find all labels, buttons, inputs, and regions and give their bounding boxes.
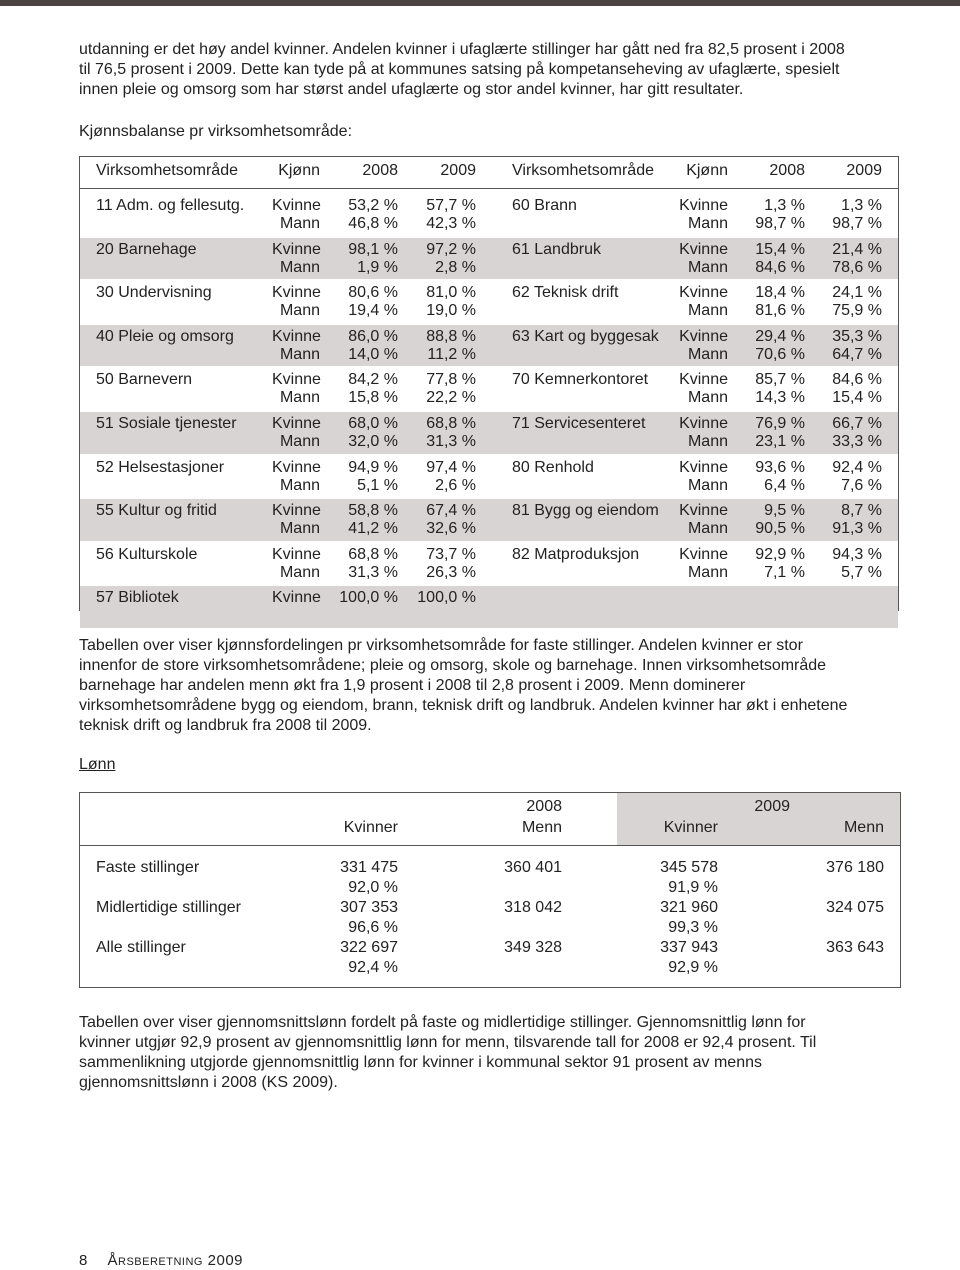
value-2008-cell: 76,9 % <box>755 415 805 432</box>
value-2008-cell: 98,7 % <box>755 215 805 232</box>
gender-cell: Kvinne <box>679 545 728 563</box>
lonn-table <box>79 792 901 988</box>
value-2009-cell: 24,1 % <box>832 284 882 302</box>
gender-cell: Kvinne <box>272 240 321 258</box>
value-2008-cell: 23,1 % <box>755 433 805 450</box>
header-cell: Kjønn <box>686 162 728 179</box>
gender-cell: Kvinne <box>679 458 728 476</box>
value-2009-cell: 11,2 % <box>427 345 476 363</box>
gender-cell: Kvinne <box>272 327 321 345</box>
gender-cell: Kvinne <box>679 197 728 214</box>
value-2009-cell: 97,4 % <box>426 458 476 476</box>
gender-cell: Mann <box>687 215 728 232</box>
header-cell: 2009 <box>846 162 882 179</box>
value-2009-cell: 8,7 % <box>841 502 882 520</box>
value-cell: 92,4 % <box>348 959 398 976</box>
gender-cell: Mann <box>687 520 728 538</box>
value-cell: 322 697 <box>340 939 398 956</box>
value-2008-cell: 7,1 % <box>764 563 805 581</box>
text-line: virksomhetsområdene bygg og eiendom, brann, teknisk drift og landbruk. Andelen kvinner har økt i enhetene <box>79 697 848 714</box>
value-cell: 92,9 % <box>668 959 718 976</box>
value-2008-cell: 84,6 % <box>755 258 805 276</box>
value-cell: 321 960 <box>660 899 718 916</box>
value-2009-cell: 100,0 % <box>417 589 476 607</box>
value-2009-cell: 26,3 % <box>426 563 476 581</box>
value-cell: 92,0 % <box>348 879 398 896</box>
gender-cell: Kvinne <box>679 240 728 258</box>
row-label: Alle stillinger <box>96 939 186 956</box>
gender-cell: Kvinne <box>272 197 321 214</box>
value-2008-cell: 6,4 % <box>764 476 805 494</box>
gender-cell: Kvinne <box>272 284 321 302</box>
value-cell: 363 643 <box>826 939 884 956</box>
header-cell: 2008 <box>362 162 398 179</box>
value-2008-cell: 46,8 % <box>348 215 398 232</box>
value-2008-cell: 70,6 % <box>755 345 805 363</box>
value-cell: 331 475 <box>340 859 398 876</box>
value-2008-cell: 14,3 % <box>755 389 805 407</box>
value-cell: 360 401 <box>504 859 562 876</box>
area-name: 60 Brann <box>512 197 577 214</box>
value-cell: 337 943 <box>660 939 718 956</box>
value-2008-cell: 14,0 % <box>348 345 398 363</box>
value-cell: 345 578 <box>660 859 718 876</box>
value-2009-cell: 19,0 % <box>426 302 476 320</box>
col-header: Menn <box>843 819 884 836</box>
gender-cell: Kvinne <box>679 371 728 389</box>
year-header-2009: 2009 <box>754 798 790 815</box>
value-2009-cell: 22,2 % <box>426 389 476 407</box>
value-2008-cell: 93,6 % <box>755 458 805 476</box>
section-heading-lonn: Lønn <box>79 756 116 773</box>
area-name: 55 Kultur og fritid <box>96 502 217 520</box>
gender-cell: Mann <box>687 345 728 363</box>
area-name: 50 Barnevern <box>96 371 193 389</box>
value-2009-cell: 7,6 % <box>841 476 882 494</box>
gender-cell: Mann <box>687 476 728 494</box>
value-2008-cell: 81,6 % <box>755 302 805 320</box>
gender-cell: Kvinne <box>679 284 728 302</box>
text-line: gjennomsnittslønn i 2008 (KS 2009). <box>79 1074 338 1091</box>
area-name: 57 Bibliotek <box>96 589 179 607</box>
value-2009-cell: 32,6 % <box>426 520 476 538</box>
value-2009-cell: 21,4 % <box>832 240 882 258</box>
value-2008-cell: 58,8 % <box>348 502 398 520</box>
table-row-group <box>80 194 898 236</box>
value-2008-cell: 68,8 % <box>348 545 398 563</box>
value-cell: 324 075 <box>826 899 884 916</box>
table-row-group <box>80 281 898 323</box>
page-footer <box>79 1252 243 1269</box>
area-name: 51 Sosiale tjenester <box>96 415 237 432</box>
value-2008-cell: 100,0 % <box>339 589 398 607</box>
gender-cell: Mann <box>279 520 320 538</box>
area-name: 63 Kart og byggesak <box>512 327 659 345</box>
value-2009-cell: 31,3 % <box>426 433 476 450</box>
page-number: 8 <box>79 1252 88 1269</box>
value-2009-cell: 68,8 % <box>426 415 476 432</box>
table-header-row <box>80 157 898 189</box>
text-line: Tabellen over viser gjennomsnittslønn fordelt på faste og midlertidige stillinger. Gjennomsnittlig lønn for <box>79 1014 806 1031</box>
gender-cell: Mann <box>687 563 728 581</box>
text-line: innen pleie og omsorg som har størst andel ufaglærte og stor andel kvinner, har gitt resultater. <box>79 81 744 98</box>
value-2009-cell: 5,7 % <box>841 563 882 581</box>
value-2008-cell: 80,6 % <box>348 284 398 302</box>
gender-cell: Mann <box>687 258 728 276</box>
col-header: Kvinner <box>343 819 398 836</box>
value-cell: 307 353 <box>340 899 398 916</box>
value-2008-cell: 53,2 % <box>348 197 398 214</box>
gender-cell: Kvinne <box>272 458 321 476</box>
gender-cell: Mann <box>279 389 320 407</box>
value-2008-cell: 84,2 % <box>348 371 398 389</box>
header-cell: Virksomhetsområde <box>512 162 654 179</box>
row-label: Faste stillinger <box>96 859 200 876</box>
text-line: utdanning er det høy andel kvinner. Andelen kvinner i ufaglærte stillinger har gått ned fra 82,5 prosent i 2008 <box>79 41 845 58</box>
gender-cell: Mann <box>687 302 728 320</box>
document-title: Årsberetning 2009 <box>107 1252 244 1269</box>
value-2008-cell: 68,0 % <box>348 415 398 432</box>
header-divider <box>80 845 900 846</box>
gender-cell: Kvinne <box>272 545 321 563</box>
col-header: Menn <box>521 819 562 836</box>
text-line: barnehage har andelen menn økt fra 1,9 prosent i 2008 til 2,8 prosent i 2009. Menn dominerer <box>79 677 746 694</box>
text-line: kvinner utgjør 92,9 prosent av gjennomsnittlig lønn for menn, tilsvarende tall for 2008 er 92,4 prosent. Til <box>79 1034 817 1051</box>
area-name: 11 Adm. og fellesutg. <box>96 197 245 214</box>
area-name: 52 Helsestasjoner <box>96 458 225 476</box>
value-2008-cell: 94,9 % <box>348 458 398 476</box>
area-name: 81 Bygg og eiendom <box>512 502 659 520</box>
value-2009-cell: 64,7 % <box>832 345 882 363</box>
value-2009-cell: 92,4 % <box>832 458 882 476</box>
value-2008-cell: 5,1 % <box>357 476 398 494</box>
value-2008-cell: 86,0 % <box>348 327 398 345</box>
value-2009-cell: 84,6 % <box>832 371 882 389</box>
gender-cell: Kvinne <box>272 589 321 607</box>
header-cell: 2008 <box>769 162 805 179</box>
gender-cell: Kvinne <box>679 327 728 345</box>
gender-cell: Mann <box>279 433 320 450</box>
value-2009-cell: 73,7 % <box>426 545 476 563</box>
section-heading-kjonnsbalanse: Kjønnsbalanse pr virksomhetsområde: <box>79 123 353 140</box>
value-2008-cell: 19,4 % <box>348 302 398 320</box>
area-name: 70 Kemnerkontoret <box>512 371 649 389</box>
value-2008-cell: 1,9 % <box>357 258 398 276</box>
value-2009-cell: 2,8 % <box>435 258 476 276</box>
value-2009-cell: 57,7 % <box>426 197 476 214</box>
value-2009-cell: 2,6 % <box>435 476 476 494</box>
value-2009-cell: 66,7 % <box>832 415 882 432</box>
top-rule <box>0 0 960 6</box>
value-2009-cell: 35,3 % <box>832 327 882 345</box>
text-line: Tabellen over viser kjønnsfordelingen pr virksomhetsområde for faste stillinger. Andelen kvinner er stor <box>79 637 803 654</box>
value-2008-cell: 92,9 % <box>755 545 805 563</box>
intro-paragraph <box>79 40 909 100</box>
value-2008-cell: 31,3 % <box>348 563 398 581</box>
row-label: Midlertidige stillinger <box>96 899 241 916</box>
gender-cell: Mann <box>687 389 728 407</box>
value-2008-cell: 15,8 % <box>348 389 398 407</box>
value-cell: 376 180 <box>826 859 884 876</box>
gender-cell: Mann <box>687 433 728 450</box>
value-2009-cell: 33,3 % <box>832 433 882 450</box>
gender-cell: Kvinne <box>679 415 728 432</box>
col-header: Kvinner <box>663 819 718 836</box>
value-2008-cell: 41,2 % <box>348 520 398 538</box>
value-2009-cell: 81,0 % <box>426 284 476 302</box>
gender-cell: Mann <box>279 345 320 363</box>
value-2009-cell: 88,8 % <box>426 327 476 345</box>
table-row-group <box>80 586 898 628</box>
value-2008-cell: 1,3 % <box>764 197 805 214</box>
table-row-group <box>80 412 898 454</box>
table-row-group <box>80 499 898 541</box>
table-row-group <box>80 325 898 367</box>
value-2008-cell: 18,4 % <box>755 284 805 302</box>
value-2008-cell: 90,5 % <box>755 520 805 538</box>
value-2009-cell: 97,2 % <box>426 240 476 258</box>
value-cell: 96,6 % <box>348 919 398 936</box>
value-cell: 99,3 % <box>668 919 718 936</box>
table-row-group <box>80 368 898 410</box>
value-2008-cell: 85,7 % <box>755 371 805 389</box>
gender-cell: Mann <box>279 215 320 232</box>
value-2008-cell: 15,4 % <box>755 240 805 258</box>
area-name: 56 Kulturskole <box>96 545 198 563</box>
value-2009-cell: 78,6 % <box>832 258 882 276</box>
kjonn-paragraph <box>79 636 909 736</box>
gender-cell: Kvinne <box>272 502 321 520</box>
area-name: 82 Matproduksjon <box>512 545 640 563</box>
value-2009-cell: 67,4 % <box>426 502 476 520</box>
value-2008-cell: 29,4 % <box>755 327 805 345</box>
gender-cell: Mann <box>279 302 320 320</box>
area-name: 80 Renhold <box>512 458 594 476</box>
value-2009-cell: 75,9 % <box>832 302 882 320</box>
gender-cell: Kvinne <box>272 415 321 432</box>
header-cell: Kjønn <box>278 162 320 179</box>
value-2009-cell: 91,3 % <box>832 520 882 538</box>
value-2009-cell: 77,8 % <box>426 371 476 389</box>
area-name: 30 Undervisning <box>96 284 212 302</box>
header-cell: Virksomhetsområde <box>96 162 238 179</box>
value-2008-cell: 32,0 % <box>348 433 398 450</box>
value-2009-cell: 94,3 % <box>832 545 882 563</box>
year-header-2008: 2008 <box>526 798 562 815</box>
table-row-group <box>80 238 898 280</box>
area-name: 71 Servicesenteret <box>512 415 646 432</box>
value-2009-cell: 98,7 % <box>832 215 882 232</box>
gender-cell: Kvinne <box>679 502 728 520</box>
lonn-paragraph <box>79 1013 909 1093</box>
text-line: teknisk drift og landbruk fra 2008 til 2009. <box>79 717 372 734</box>
header-cell: 2009 <box>440 162 476 179</box>
text-line: innenfor de store virksomhetsområdene; pleie og omsorg, skole og barnehage. Innen virksomhetsområde <box>79 657 827 674</box>
value-cell: 91,9 % <box>668 879 718 896</box>
area-name: 20 Barnehage <box>96 240 197 258</box>
text-line: sammenlikning utgjorde gjennomsnittlig lønn for kvinner i kommunal sektor 91 prosent av menns <box>79 1054 762 1071</box>
area-name: 61 Landbruk <box>512 240 601 258</box>
value-2009-cell: 1,3 % <box>841 197 882 214</box>
area-name: 62 Teknisk drift <box>512 284 619 302</box>
text-line: til 76,5 prosent i 2009. Dette kan tyde på at kommunes satsing på kompetanseheving av ufaglærte, spesielt <box>79 61 840 78</box>
value-cell: 318 042 <box>504 899 562 916</box>
gender-cell: Mann <box>279 476 320 494</box>
area-name: 40 Pleie og omsorg <box>96 327 234 345</box>
gender-cell: Mann <box>279 563 320 581</box>
value-2009-cell: 15,4 % <box>832 389 882 407</box>
gender-cell: Kvinne <box>272 371 321 389</box>
value-cell: 349 328 <box>504 939 562 956</box>
value-2008-cell: 9,5 % <box>764 502 805 520</box>
value-2008-cell: 98,1 % <box>348 240 398 258</box>
kjonnsbalanse-table <box>79 156 899 611</box>
value-2009-cell: 42,3 % <box>426 215 476 232</box>
table-row-group <box>80 456 898 498</box>
table-row-group <box>80 543 898 585</box>
gender-cell: Mann <box>279 258 320 276</box>
